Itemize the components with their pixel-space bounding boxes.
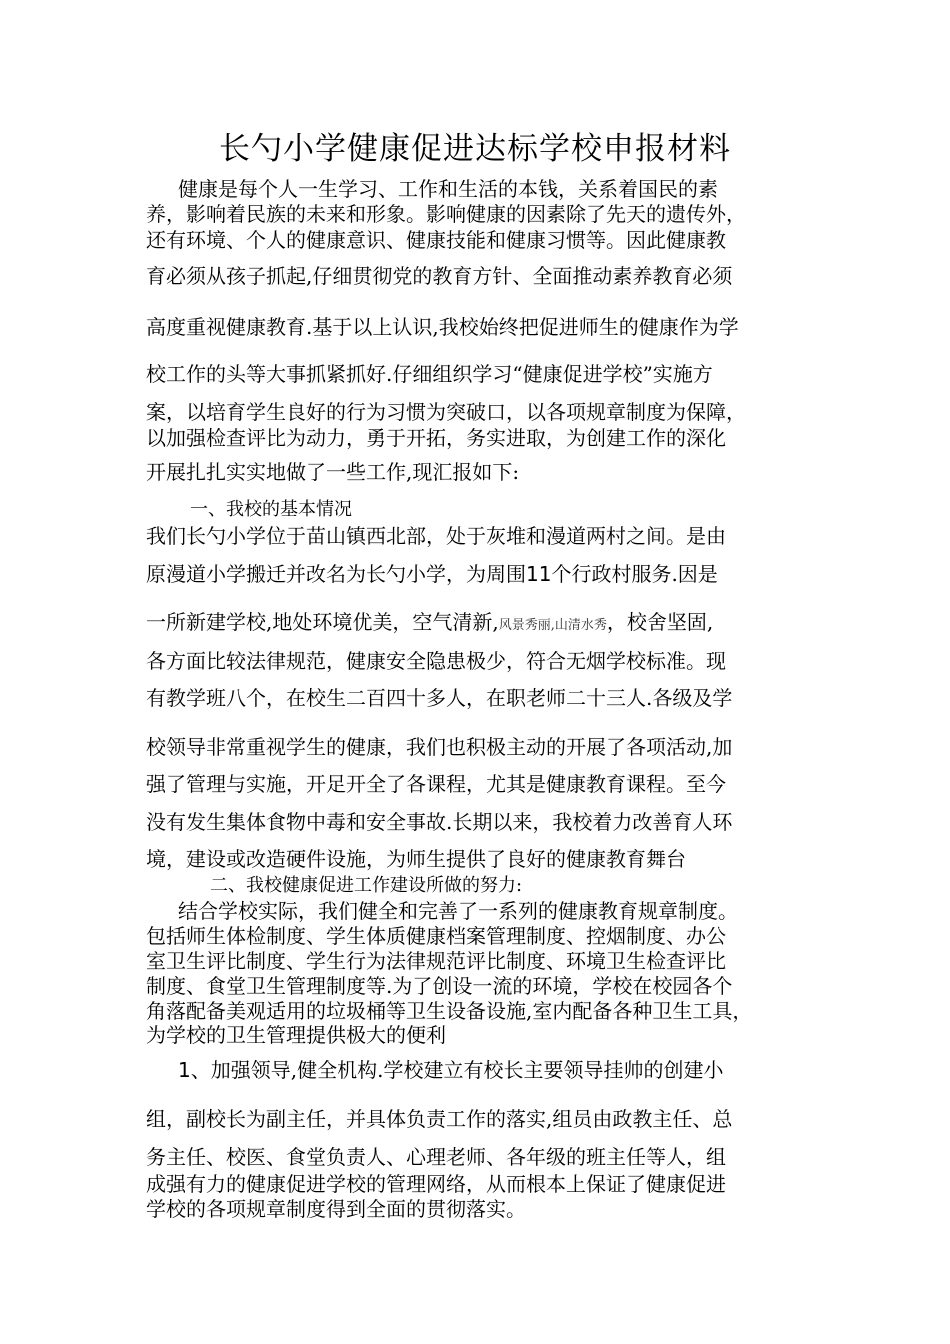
paragraph-line: 以加强检查评比为动力，勇于开拓，务实进取，为创建工作的深化 <box>146 426 726 450</box>
paragraph-line: 境，建设或改造硬件设施，为师生提供了良好的健康教育舞台 <box>146 847 686 871</box>
paragraph-line <box>178 1056 723 1084</box>
paragraph-line: 成强有力的健康促进学校的管理网络，从而根本上保证了健康促进 <box>146 1172 726 1196</box>
paragraph-line <box>146 608 713 640</box>
line-text: 原漫道小学搬迁并改名为长勺小学，为周围 <box>146 562 526 586</box>
paragraph-line: 开展扎扎实实地做了一些工作,现汇报如下: <box>146 460 520 484</box>
paragraph-line: 为学校的卫生管理提供极大的便利 <box>146 1023 446 1047</box>
paragraph-line: 育必须从孩子抓起,仔细贯彻党的教育方针、全面推动素养教育必须 <box>146 264 733 288</box>
paragraph-line: 结合学校实际，我们健全和完善了一系列的健康教育规章制度。 <box>178 899 738 923</box>
item-number: 1 <box>178 1058 191 1082</box>
paragraph-line: 校工作的头等大事抓紧抓好.仔细组织学习“健康促进学校”实施方 <box>146 362 713 386</box>
paragraph-line: 我们长勺小学位于苗山镇西北部，处于灰堆和漫道两村之间。是由 <box>146 524 726 548</box>
paragraph-line: 校领导非常重视学生的健康，我们也积极主动的开展了各项活动,加 <box>146 735 733 759</box>
paragraph-line: 角落配备美观适用的垃圾桶等卫生设备设施,室内配备各种卫生工具， <box>146 999 753 1023</box>
paragraph-line: 养，影响着民族的未来和形象。影响健康的因素除了先天的遗传外， <box>146 202 746 226</box>
line-text: 个行政村服务.因是 <box>551 562 718 586</box>
line-text: 一所新建学校,地处环境优美，空气清新, <box>146 610 499 634</box>
paragraph-line: 包括师生体检制度、学生体质健康档案管理制度、控烟制度、办公 <box>146 924 726 948</box>
paragraph-line: 高度重视健康教育.基于以上认识,我校始终把促进师生的健康作为学 <box>146 315 739 339</box>
line-text: 、加强领导,健全机构.学校建立有校长主要领导挂帅的创建小 <box>190 1058 724 1082</box>
paragraph-line: 强了管理与实施，开足开全了各课程，尤其是健康教育课程。至今 <box>146 772 726 796</box>
paragraph-line: 案，以培育学生良好的行为习惯为突破口，以各项规章制度为保障， <box>146 400 746 424</box>
paragraph-line: 没有发生集体食物中毒和安全事故.长期以来，我校着力改善育人环 <box>146 810 733 834</box>
small-inline-text: 风景秀丽,山清水秀 <box>498 618 607 633</box>
section-heading: 二、我校健康促进工作建设所做的努力: <box>210 875 523 896</box>
paragraph-line: 室卫生评比制度、学生行为法律规范评比制度、环境卫生检查评比 <box>146 949 726 973</box>
paragraph-line: 学校的各项规章制度得到全面的贯彻落实。 <box>146 1197 526 1221</box>
line-text: ，校舍坚固, <box>606 610 714 634</box>
paragraph-line <box>146 560 718 588</box>
paragraph-line: 各方面比较法律规范，健康安全隐患极少，符合无烟学校标准。现 <box>146 649 726 673</box>
paragraph-line: 务主任、校医、食堂负责人、心理老师、各年级的班主任等人，组 <box>146 1145 726 1169</box>
village-count: 11 <box>526 562 552 586</box>
document-title: 长勺小学健康促进达标学校申报材料 <box>219 131 731 167</box>
section-heading: 一、我校的基本情况 <box>190 499 352 520</box>
paragraph-line: 组，副校长为副主任，并具体负责工作的落实,组员由政教主任、总 <box>146 1107 733 1131</box>
paragraph-line: 还有环境、个人的健康意识、健康技能和健康习惯等。因此健康教 <box>146 228 726 252</box>
paragraph-line: 制度、食堂卫生管理制度等.为了创设一流的环境，学校在校园各个 <box>146 974 733 998</box>
paragraph-line: 有教学班八个，在校生二百四十多人，在职老师二十三人.各级及学 <box>146 686 733 710</box>
paragraph-line: 健康是每个人一生学习、工作和生活的本钱，关系着国民的素 <box>178 177 718 201</box>
